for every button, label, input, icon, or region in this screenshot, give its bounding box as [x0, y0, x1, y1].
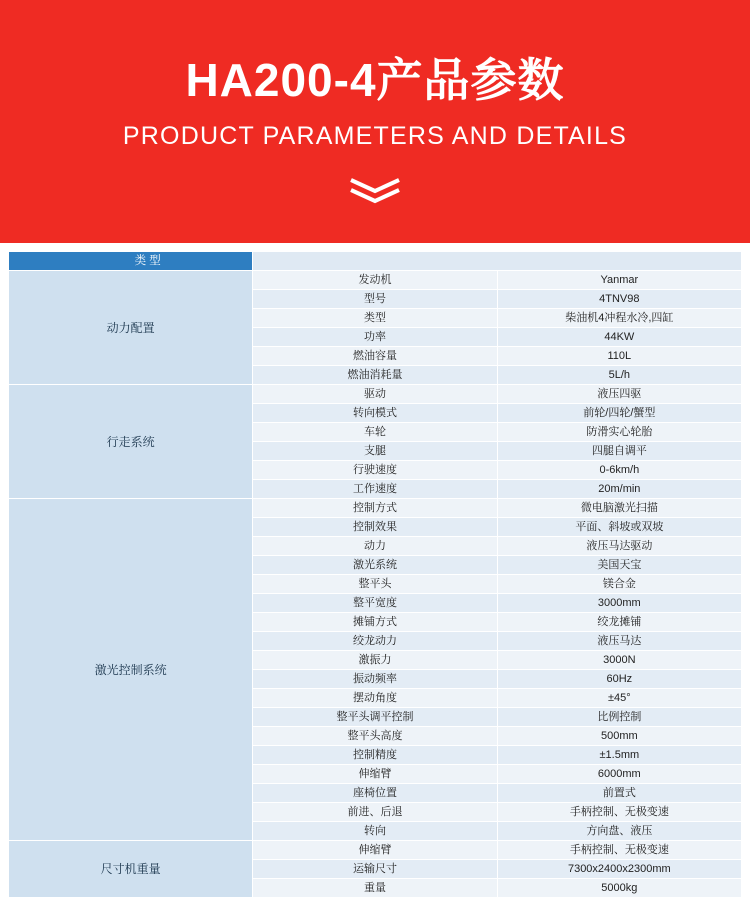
param-name-cell: 行驶速度 [253, 461, 497, 480]
param-value-cell: 液压四驱 [497, 385, 741, 404]
header-type-label: 类 型 [9, 252, 253, 271]
param-value-cell: 液压马达 [497, 632, 741, 651]
param-value-cell: 110L [497, 347, 741, 366]
param-name-cell: 绞龙动力 [253, 632, 497, 651]
param-name-cell: 激光系统 [253, 556, 497, 575]
param-name-cell: 伸缩臂 [253, 765, 497, 784]
param-value-cell: 44KW [497, 328, 741, 347]
param-value-cell: 0-6km/h [497, 461, 741, 480]
param-value-cell: 平面、斜坡或双坡 [497, 518, 741, 537]
category-cell: 行走系统 [9, 385, 253, 499]
chevron-down-icon [0, 177, 750, 205]
param-name-cell: 控制精度 [253, 746, 497, 765]
param-value-cell: 5000kg [497, 879, 741, 898]
param-name-cell: 支腿 [253, 442, 497, 461]
param-name-cell: 整平宽度 [253, 594, 497, 613]
param-name-cell: 激振力 [253, 651, 497, 670]
category-cell: 动力配置 [9, 271, 253, 385]
param-name-cell: 运输尺寸 [253, 860, 497, 879]
table-header-row [9, 252, 742, 271]
param-value-cell: 柴油机4冲程水冷,四缸 [497, 309, 741, 328]
param-value-cell: 手柄控制、无极变速 [497, 841, 741, 860]
param-value-cell: ±45° [497, 689, 741, 708]
param-value-cell: 500mm [497, 727, 741, 746]
param-value-cell: 6000mm [497, 765, 741, 784]
param-name-cell: 转向 [253, 822, 497, 841]
param-name-cell: 转向模式 [253, 404, 497, 423]
param-name-cell: 车轮 [253, 423, 497, 442]
param-value-cell: 60Hz [497, 670, 741, 689]
table-row [9, 841, 742, 860]
param-name-cell: 摊铺方式 [253, 613, 497, 632]
param-value-cell: 镁合金 [497, 575, 741, 594]
banner [0, 0, 750, 243]
param-name-cell: 伸缩臂 [253, 841, 497, 860]
param-value-cell: 前轮/四轮/蟹型 [497, 404, 741, 423]
param-value-cell: 方向盘、液压 [497, 822, 741, 841]
param-name-cell: 摆动角度 [253, 689, 497, 708]
param-name-cell: 振动频率 [253, 670, 497, 689]
param-name-cell: 整平头 [253, 575, 497, 594]
spec-table-wrapper [0, 243, 750, 898]
param-name-cell: 型号 [253, 290, 497, 309]
param-name-cell: 驱动 [253, 385, 497, 404]
param-value-cell: 绞龙摊铺 [497, 613, 741, 632]
param-name-cell: 类型 [253, 309, 497, 328]
param-name-cell: 座椅位置 [253, 784, 497, 803]
param-name-cell: 燃油消耗量 [253, 366, 497, 385]
param-name-cell: 控制方式 [253, 499, 497, 518]
param-value-cell: 微电脑激光扫描 [497, 499, 741, 518]
param-name-cell: 工作速度 [253, 480, 497, 499]
param-value-cell: 3000mm [497, 594, 741, 613]
param-value-cell: 手柄控制、无极变速 [497, 803, 741, 822]
table-row [9, 499, 742, 518]
category-cell: 激光控制系统 [9, 499, 253, 841]
param-name-cell: 整平头高度 [253, 727, 497, 746]
param-name-cell: 功率 [253, 328, 497, 347]
param-value-cell: 前置式 [497, 784, 741, 803]
table-row [9, 385, 742, 404]
param-value-cell: 4TNV98 [497, 290, 741, 309]
param-name-cell: 燃油容量 [253, 347, 497, 366]
param-value-cell: 5L/h [497, 366, 741, 385]
param-value-cell: 20m/min [497, 480, 741, 499]
param-value-cell: 比例控制 [497, 708, 741, 727]
param-value-cell: 防滑实心轮胎 [497, 423, 741, 442]
param-value-cell: 液压马达驱动 [497, 537, 741, 556]
param-value-cell: 美国天宝 [497, 556, 741, 575]
param-name-cell: 动力 [253, 537, 497, 556]
param-value-cell: 7300x2400x2300mm [497, 860, 741, 879]
param-name-cell: 重量 [253, 879, 497, 898]
table-row [9, 271, 742, 290]
page-subtitle: PRODUCT PARAMETERS AND DETAILS [122, 121, 628, 150]
param-value-cell: ±1.5mm [497, 746, 741, 765]
spec-table [8, 251, 742, 898]
param-value-cell: 四腿自调平 [497, 442, 741, 461]
param-name-cell: 整平头调平控制 [253, 708, 497, 727]
category-cell: 尺寸机重量 [9, 841, 253, 898]
param-name-cell: 控制效果 [253, 518, 497, 537]
header-blank [253, 252, 742, 271]
param-name-cell: 前进、后退 [253, 803, 497, 822]
page-title: HA200-4产品参数 [185, 54, 565, 106]
param-name-cell: 发动机 [253, 271, 497, 290]
param-value-cell: Yanmar [497, 271, 741, 290]
param-value-cell: 3000N [497, 651, 741, 670]
